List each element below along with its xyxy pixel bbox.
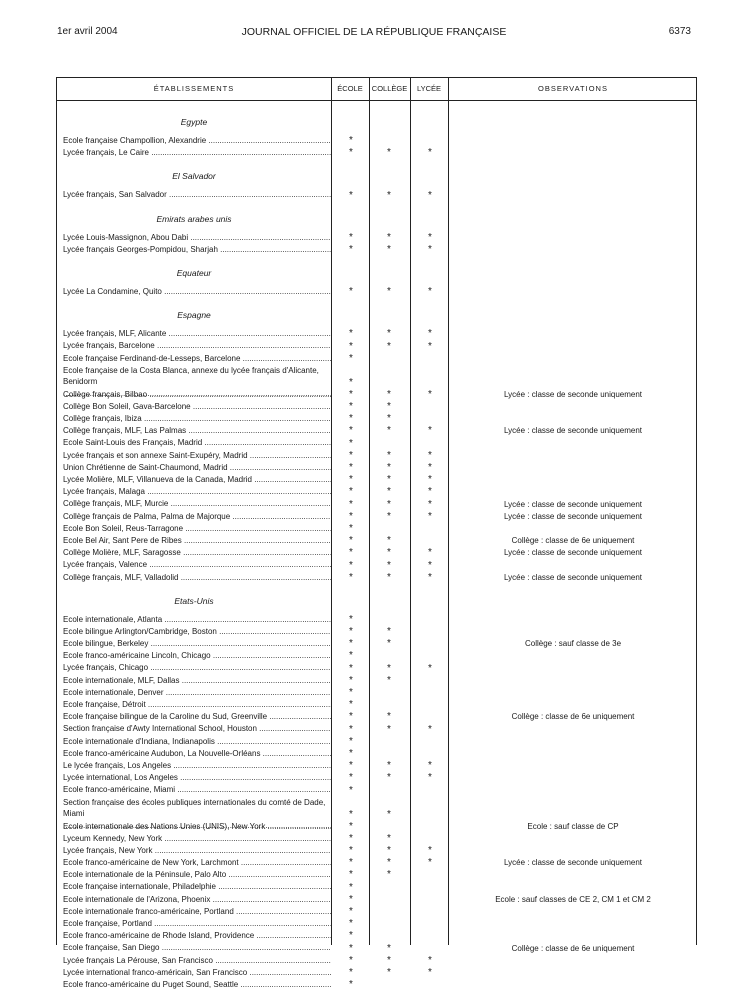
establishment-name: Ecole internationale de l'Arizona, Phoenix ..... <box>63 894 331 906</box>
table-row <box>57 614 698 626</box>
table-row <box>57 736 698 748</box>
table-row <box>57 894 698 906</box>
college-mark: * <box>387 857 391 869</box>
ecole-mark: * <box>349 189 353 201</box>
establishment-name: Lycée français, MLF, Alicante ..... <box>63 328 331 340</box>
table-row <box>57 523 698 535</box>
college-mark: * <box>387 462 391 473</box>
lycee-mark: * <box>428 662 432 674</box>
establishment-name: Ecole bilingue Arlington/Cambridge, Boston ..... <box>63 626 331 638</box>
ecole-mark: * <box>349 243 353 255</box>
ecole-mark: * <box>349 559 353 571</box>
establishment-name: Ecole française de la Costa Blanca, annexe du lycée français d'Alicante, Benidorm ..... <box>63 365 331 400</box>
table-row <box>57 232 698 244</box>
table-row <box>57 547 698 559</box>
lycee-mark: * <box>428 723 432 735</box>
lycee-mark: * <box>428 388 432 400</box>
table-row <box>57 881 698 893</box>
ecole-mark: * <box>349 966 353 978</box>
college-mark: * <box>387 510 391 522</box>
college-mark: * <box>387 571 391 583</box>
lycee-mark: * <box>428 474 432 486</box>
table-row <box>57 748 698 760</box>
ecole-mark: * <box>349 231 353 243</box>
table-row <box>57 535 698 547</box>
table-row <box>57 511 698 523</box>
table-row <box>57 711 698 723</box>
table-row <box>57 821 698 833</box>
table-row <box>57 425 698 437</box>
establishment-name: Ecole Bel Air, Sant Pere de Ribes ..... <box>63 535 331 547</box>
country-heading: Etats-Unis <box>174 595 214 606</box>
ecole-mark: * <box>349 747 353 759</box>
ecole-mark: * <box>349 413 353 425</box>
lycee-mark: * <box>428 547 432 559</box>
ecole-mark: * <box>349 857 353 869</box>
ecole-mark: * <box>349 942 353 954</box>
table-body <box>57 105 698 991</box>
observation: Collège : classe de 6e uniquement <box>511 536 635 546</box>
table-row <box>57 979 698 991</box>
lycee-mark: * <box>428 498 432 510</box>
college-mark: * <box>387 286 391 298</box>
establishment-name: Ecole française Ferdinand-de-Lesseps, Barcelone ..... <box>63 353 331 365</box>
establishment-name: Ecole française, San Diego ..... <box>63 942 331 954</box>
lycee-mark: * <box>428 243 432 255</box>
establishment-name: Ecole internationale, MLF, Dallas ..... <box>63 675 331 687</box>
ecole-mark: * <box>349 979 353 991</box>
table-row <box>57 906 698 918</box>
establishment-name: Lycée français, Le Caire ..... <box>63 147 331 159</box>
observation: Lycée : classe de seconde uniquement <box>503 389 642 399</box>
ecole-mark: * <box>349 674 353 686</box>
college-mark: * <box>387 328 391 340</box>
college-mark: * <box>387 760 391 772</box>
ecole-mark: * <box>349 626 353 638</box>
country-heading: Egypte <box>180 117 208 127</box>
establishment-name: Ecole internationale des Nations Unies (UNIS), New York ..... <box>63 821 331 833</box>
table-row <box>57 353 698 365</box>
ecole-mark: * <box>349 650 353 662</box>
ecole-mark: * <box>349 711 353 723</box>
ecole-mark: * <box>349 498 353 510</box>
ecole-mark: * <box>349 286 353 298</box>
ecole-mark: * <box>349 808 353 820</box>
ecole-mark: * <box>349 687 353 698</box>
ecole-mark: * <box>349 784 353 796</box>
ecole-mark: * <box>349 474 353 486</box>
table-row <box>57 675 698 687</box>
college-mark: * <box>387 869 391 881</box>
college-mark: * <box>387 711 391 723</box>
table-row <box>57 486 698 498</box>
table-row <box>57 462 698 474</box>
lycee-mark: * <box>428 449 432 461</box>
college-mark: * <box>387 723 391 735</box>
ecole-mark: * <box>349 820 353 832</box>
ecole-mark: * <box>349 699 353 711</box>
table-row <box>57 930 698 942</box>
college-mark: * <box>387 808 391 820</box>
header-title: JOURNAL OFFICIEL DE LA RÉPUBLIQUE FRANÇAISE <box>241 26 507 38</box>
establishment-name: Lycée international, Los Angeles ..... <box>63 772 331 784</box>
table-row <box>57 857 698 869</box>
establishment-name: Union Chrétienne de Saint-Chaumond, Madrid ..... <box>63 462 331 474</box>
observation: Lycée : classe de seconde uniquement <box>503 511 642 521</box>
establishment-name: Lycée La Condamine, Quito ..... <box>63 286 331 298</box>
lycee-mark: * <box>428 286 432 298</box>
college-mark: * <box>387 845 391 857</box>
table-row <box>57 772 698 784</box>
table-row <box>57 869 698 881</box>
lycee-mark: * <box>428 857 432 869</box>
table-row <box>57 942 698 954</box>
country-heading: El Salvador <box>172 171 216 182</box>
section-row <box>57 159 698 183</box>
ecole-mark: * <box>349 437 353 449</box>
ecole-mark: * <box>349 340 353 352</box>
observation: Lycée : classe de seconde uniquement <box>503 426 642 436</box>
establishment-name: Lycée français La Pérouse, San Francisco ..... <box>63 955 331 967</box>
establishment-name: Lycée français et son annexe Saint-Exupéry, Madrid ..... <box>63 450 331 462</box>
establishment-name: Lyceum Kennedy, New York ..... <box>63 833 331 845</box>
establishment-name: Ecole française, Portland ..... <box>63 918 331 930</box>
lycee-mark: * <box>428 462 432 473</box>
table-row <box>57 833 698 845</box>
section-row <box>57 105 698 129</box>
college-mark: * <box>387 449 391 461</box>
header-page-number: 6373 <box>668 26 691 37</box>
college-mark: * <box>387 772 391 784</box>
ecole-mark: * <box>349 954 353 966</box>
establishment-name: Ecole franco-américaine, Miami ..... <box>63 784 331 796</box>
observation: Lycée : classe de seconde uniquement <box>503 499 642 509</box>
establishment-name: Ecole française internationale, Philadelphie ..... <box>63 881 331 893</box>
lycee-mark: * <box>428 340 432 352</box>
table-row <box>57 845 698 857</box>
column-header-college: COLLÈGE <box>371 84 408 93</box>
college-mark: * <box>387 547 391 559</box>
establishment-name: Collège Bon Soleil, Gava-Barcelone ..... <box>63 401 331 413</box>
lycee-mark: * <box>428 231 432 243</box>
college-mark: * <box>387 559 391 571</box>
establishment-name: Ecole française bilingue de la Caroline du Sud, Greenville ..... <box>63 711 331 723</box>
establishment-name: Lycée Molière, MLF, Villanueva de la Canada, Madrid ..... <box>63 474 331 486</box>
college-mark: * <box>387 674 391 686</box>
schools-table <box>56 77 697 991</box>
column-header-observations: OBSERVATIONS <box>538 84 608 93</box>
table-row <box>57 797 698 821</box>
ecole-mark: * <box>349 893 353 905</box>
table-row <box>57 413 698 425</box>
establishment-name: Lycée français, New York ..... <box>63 845 331 857</box>
establishment-name: Collège français, MLF, Las Palmas ..... <box>63 425 331 437</box>
ecole-mark: * <box>349 486 353 498</box>
ecole-mark: * <box>349 522 353 534</box>
table-row <box>57 559 698 571</box>
college-mark: * <box>387 638 391 650</box>
ecole-mark: * <box>349 449 353 461</box>
college-mark: * <box>387 413 391 425</box>
header-rule <box>57 100 696 101</box>
establishment-name: Ecole internationale d'Indiana, Indianapolis ..... <box>63 736 331 748</box>
ecole-mark: * <box>349 352 353 364</box>
ecole-mark: * <box>349 832 353 844</box>
table-row <box>57 572 698 584</box>
establishment-name: Ecole franco-américaine Audubon, La Nouvelle-Orléans ..... <box>63 748 331 760</box>
establishment-name: Ecole franco-américaine du Puget Sound, Seattle ..... <box>63 979 331 991</box>
establishment-name: Lycée français, Malaga ..... <box>63 486 331 498</box>
table-row <box>57 784 698 796</box>
country-heading: Espagne <box>177 310 211 321</box>
column-header-etablissements: ÉTABLISSEMENTS <box>153 84 235 93</box>
establishment-name: Ecole bilingue, Berkeley ..... <box>63 638 331 650</box>
establishment-name: Ecole française Champollion, Alexandrie ..... <box>63 135 331 147</box>
ecole-mark: * <box>349 425 353 437</box>
ecole-mark: * <box>349 135 353 147</box>
ecole-mark: * <box>349 662 353 674</box>
table-row <box>57 498 698 510</box>
ecole-mark: * <box>349 918 353 930</box>
establishment-name: Lycée français, San Salvador ..... <box>63 189 331 201</box>
lycee-mark: * <box>428 486 432 498</box>
section-row <box>57 202 698 226</box>
observation: Collège : classe de 6e uniquement <box>511 943 635 953</box>
ecole-mark: * <box>349 401 353 413</box>
lycee-mark: * <box>428 328 432 340</box>
table-row <box>57 967 698 979</box>
lycee-mark: * <box>428 510 432 522</box>
establishment-name: Lycée français Georges-Pompidou, Sharjah ..... <box>63 244 331 256</box>
lycee-mark: * <box>428 772 432 784</box>
ecole-mark: * <box>349 906 353 917</box>
establishment-name: Collège français de Palma, Palma de Majorque ..... <box>63 511 331 523</box>
observation: Lycée : classe de seconde uniquement <box>503 572 642 582</box>
lycee-mark: * <box>428 147 432 159</box>
college-mark: * <box>387 388 391 400</box>
observation: Ecole : sauf classes de CE 2, CM 1 et CM 2 <box>495 894 651 904</box>
ecole-mark: * <box>349 376 353 388</box>
lycee-mark: * <box>428 954 432 966</box>
observation: Collège : classe de 6e uniquement <box>511 712 635 722</box>
table-row <box>57 760 698 772</box>
observation: Lycée : classe de seconde uniquement <box>503 858 642 868</box>
country-heading: Emirats arabes unis <box>156 213 232 224</box>
establishment-name: Section française d'Awty International School, Houston ..... <box>63 723 331 735</box>
establishment-name: Le lycée français, Los Angeles ..... <box>63 760 331 772</box>
table-row <box>57 328 698 340</box>
college-mark: * <box>387 486 391 498</box>
observation: Lycée : classe de seconde uniquement <box>503 548 642 558</box>
establishment-name: Lycée français, Barcelone ..... <box>63 340 331 352</box>
column-header-ecole: ÉCOLE <box>337 84 363 93</box>
college-mark: * <box>387 498 391 510</box>
header-date: 1er avril 2004 <box>57 26 118 37</box>
ecole-mark: * <box>349 462 353 473</box>
ecole-mark: * <box>349 760 353 772</box>
establishment-name: Lycée Louis-Massignon, Abou Dabi ..... <box>63 232 331 244</box>
college-mark: * <box>387 243 391 255</box>
ecole-mark: * <box>349 735 353 747</box>
table-row <box>57 699 698 711</box>
establishment-name: Ecole franco-américaine de New York, Larchmont ..... <box>63 857 331 869</box>
section-row <box>57 256 698 280</box>
college-mark: * <box>387 966 391 978</box>
ecole-mark: * <box>349 328 353 340</box>
establishment-name: Lycée français, Valence ..... <box>63 559 331 571</box>
table-row <box>57 147 698 159</box>
table-row <box>57 450 698 462</box>
table-row <box>57 918 698 930</box>
establishment-name: Lycée international franco-américain, San Francisco ..... <box>63 967 331 979</box>
establishment-name: Ecole franco-américaine de Rhode Island, Providence ..... <box>63 930 331 942</box>
observation: Ecole : sauf classe de CP <box>527 821 619 831</box>
table-row <box>57 474 698 486</box>
establishment-name: Ecole internationale franco-américaine, Portland ..... <box>63 906 331 918</box>
lycee-mark: * <box>428 966 432 978</box>
ecole-mark: * <box>349 930 353 942</box>
lycee-mark: * <box>428 571 432 583</box>
establishment-name: Ecole Bon Soleil, Reus-Tarragone ..... <box>63 523 331 535</box>
table-row <box>57 626 698 638</box>
section-row <box>57 584 698 608</box>
establishment-name: Ecole Saint-Louis des Français, Madrid ..... <box>63 437 331 449</box>
ecole-mark: * <box>349 638 353 650</box>
establishment-name: Collège français, Bilbao ..... <box>63 389 331 401</box>
college-mark: * <box>387 832 391 844</box>
lycee-mark: * <box>428 760 432 772</box>
ecole-mark: * <box>349 772 353 784</box>
table-row <box>57 638 698 650</box>
table-row <box>57 437 698 449</box>
ecole-mark: * <box>349 547 353 559</box>
establishment-name: Ecole internationale, Atlanta ..... <box>63 614 331 626</box>
college-mark: * <box>387 662 391 674</box>
establishment-name: Collège français, MLF, Valladolid ..... <box>63 572 331 584</box>
table-row <box>57 286 698 298</box>
table-row <box>57 340 698 352</box>
ecole-mark: * <box>349 869 353 881</box>
lycee-mark: * <box>428 559 432 571</box>
table-row <box>57 401 698 413</box>
establishment-name: Collège français, Ibiza ..... <box>63 413 331 425</box>
table-row <box>57 662 698 674</box>
column-header-lycee: LYCÉE <box>416 84 442 93</box>
ecole-mark: * <box>349 881 353 893</box>
college-mark: * <box>387 231 391 243</box>
establishment-name: Ecole internationale de la Péninsule, Palo Alto ..... <box>63 869 331 881</box>
table-row <box>57 389 698 401</box>
table-row <box>57 189 698 201</box>
table-row <box>57 135 698 147</box>
table-row <box>57 650 698 662</box>
establishment-name: Section française des écoles publiques internationales du comté de Dade, Miami ..... <box>63 797 331 832</box>
college-mark: * <box>387 401 391 413</box>
ecole-mark: * <box>349 613 353 625</box>
lycee-mark: * <box>428 425 432 437</box>
establishment-name: Lycée français, Chicago ..... <box>63 662 331 674</box>
establishment-name: Collège Molière, MLF, Saragosse ..... <box>63 547 331 559</box>
establishment-name: Ecole française, Détroit ..... <box>63 699 331 711</box>
college-mark: * <box>387 942 391 954</box>
ecole-mark: * <box>349 845 353 857</box>
lycee-mark: * <box>428 845 432 857</box>
establishment-name: Ecole internationale, Denver ..... <box>63 687 331 699</box>
college-mark: * <box>387 954 391 966</box>
college-mark: * <box>387 147 391 159</box>
country-heading: Equateur <box>176 267 212 278</box>
ecole-mark: * <box>349 571 353 583</box>
section-row <box>57 298 698 322</box>
table-row <box>57 955 698 967</box>
college-mark: * <box>387 340 391 352</box>
table-row <box>57 723 698 735</box>
table-row <box>57 244 698 256</box>
establishment-name: Collège français, MLF, Murcie ..... <box>63 498 331 510</box>
establishment-name: Ecole franco-américaine Lincoln, Chicago ..... <box>63 650 331 662</box>
ecole-mark: * <box>349 147 353 159</box>
lycee-mark: * <box>428 189 432 201</box>
observation: Collège : sauf classe de 3e <box>524 639 622 649</box>
college-mark: * <box>387 474 391 486</box>
ecole-mark: * <box>349 388 353 400</box>
college-mark: * <box>387 626 391 638</box>
college-mark: * <box>387 535 391 547</box>
table-row <box>57 687 698 699</box>
ecole-mark: * <box>349 535 353 547</box>
table-row <box>57 365 698 389</box>
ecole-mark: * <box>349 723 353 735</box>
college-mark: * <box>387 189 391 201</box>
ecole-mark: * <box>349 510 353 522</box>
college-mark: * <box>387 425 391 437</box>
